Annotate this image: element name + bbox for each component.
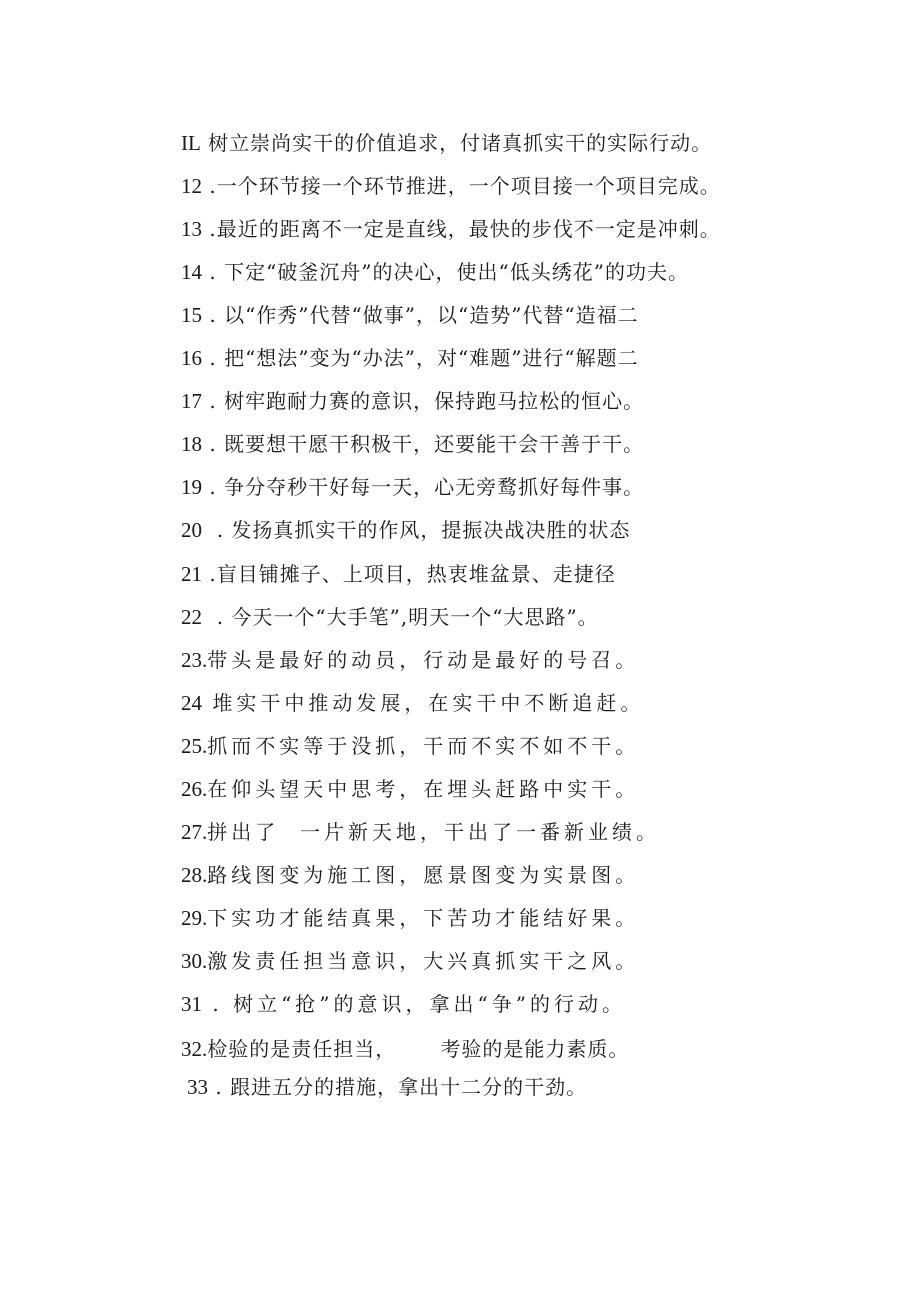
item-text: 抓而不实等于没抓，干而不实不如不干。 xyxy=(207,734,640,758)
item-text: 在仰头望天中思考，在埋头赶路中实干。 xyxy=(207,777,640,801)
list-item xyxy=(181,819,660,845)
list-item xyxy=(181,733,639,759)
list-item xyxy=(181,905,639,931)
item-text: 堆实干中推动发展，在实干中不断追赶。 xyxy=(202,691,645,715)
item-text: . 争分夺秒干好每一天，心无旁鹜抓好每件事。 xyxy=(202,475,645,499)
item-number: IL xyxy=(181,131,201,155)
item-number: 25. xyxy=(181,734,208,758)
list-item xyxy=(181,776,639,802)
item-text: .一个环节接一个环节推进，一个项目接一个项目完成。 xyxy=(202,174,721,198)
list-item xyxy=(181,647,639,673)
item-number: 15 xyxy=(181,303,202,327)
list-item xyxy=(181,216,721,242)
list-item xyxy=(181,862,639,888)
item-text: 下实功才能结真果，下苦功才能结好果。 xyxy=(207,906,640,930)
item-text: 带头是最好的动员，行动是最好的号召。 xyxy=(207,648,640,672)
item-text: 路线图变为施工图，愿景图变为实景图。 xyxy=(207,863,640,887)
item-text: . 今天一个“大手笔”,明天一个“大思路”。 xyxy=(202,605,599,629)
item-text: . 树立“抢”的意识，拿出“争”的行动。 xyxy=(202,992,626,1016)
item-number: 21 xyxy=(181,562,202,586)
item-text: 激发责任担当意识，大兴真抓实干之风。 xyxy=(207,949,640,973)
item-number: 14 xyxy=(181,260,202,284)
item-number: 31 xyxy=(181,992,202,1016)
list-item xyxy=(181,431,644,457)
item-number: 13 xyxy=(181,217,202,241)
item-number: 26. xyxy=(181,777,208,801)
item-number: 19 xyxy=(181,475,202,499)
item-number: 17 xyxy=(181,389,202,413)
list-item xyxy=(181,130,712,156)
item-number: 20 xyxy=(181,518,202,542)
item-text: . 把“想法”变为“办法”，对“难题”进行“解题二 xyxy=(202,346,639,370)
list-item xyxy=(181,948,639,974)
item-number: 12 xyxy=(181,174,202,198)
item-text: 检验的是责任担当， 考验的是能力素质。 xyxy=(207,1037,630,1061)
list-item xyxy=(181,517,630,543)
list-item xyxy=(181,991,626,1017)
item-number: 23. xyxy=(181,648,208,672)
item-number: 16 xyxy=(181,346,202,370)
list-item xyxy=(181,388,644,414)
item-text: 树立崇尚实干的价值追求，付诸真抓实干的实际行动。 xyxy=(200,131,713,155)
item-text: . 既要想干愿干积极干，还要能干会干善于干。 xyxy=(202,432,645,456)
item-text: . 下定“破釜沉舟”的决心，使出“低头绣花”的功夫。 xyxy=(202,260,689,284)
list-item xyxy=(187,1074,587,1100)
item-number: 18 xyxy=(181,432,202,456)
item-text: .最近的距离不一定是直线，最快的步伐不一定是冲刺。 xyxy=(202,217,721,241)
list-item xyxy=(181,345,639,371)
list-item xyxy=(181,561,616,587)
item-number: 27. xyxy=(181,820,208,844)
item-number: 30. xyxy=(181,949,208,973)
list-item xyxy=(181,690,644,716)
item-text: . 发扬真抓实干的作风，提振决战决胜的状态 xyxy=(202,518,631,542)
item-text: .盲目铺摊子、上项目，热衷堆盆景、走捷径 xyxy=(202,562,616,586)
item-number: 28. xyxy=(181,863,208,887)
item-number: 22 xyxy=(181,605,202,629)
item-number: 32. xyxy=(181,1037,208,1061)
list-item xyxy=(181,474,644,500)
list-item xyxy=(181,604,599,630)
item-text: . 以“作秀”代替“做事”，以“造势”代替“造福二 xyxy=(202,303,639,327)
item-text: . 树牢跑耐力赛的意识，保持跑马拉松的恒心。 xyxy=(202,389,645,413)
item-number: 33 xyxy=(187,1075,208,1099)
list-item xyxy=(181,173,721,199)
list-item xyxy=(181,302,639,328)
list-item xyxy=(181,1036,629,1062)
item-text: 拼出了 一片新天地，干出了一番新业绩。 xyxy=(207,820,660,844)
item-text: . 跟进五分的措施，拿出十二分的干劲。 xyxy=(208,1075,588,1099)
item-number: 29. xyxy=(181,906,208,930)
item-number: 24 xyxy=(181,691,202,715)
list-item xyxy=(181,259,689,285)
